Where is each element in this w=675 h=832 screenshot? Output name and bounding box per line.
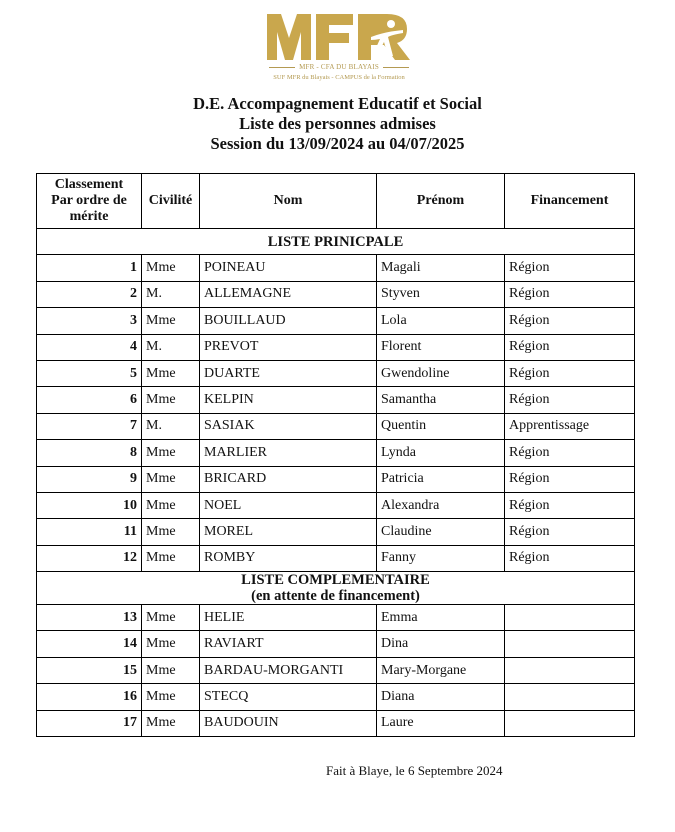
title-line-3: Session du 13/09/2024 au 04/07/2025 [210,134,465,153]
header-civilite: Civilité [142,174,200,229]
section-complementary-row [37,572,635,605]
section-principal-title: LISTE PRINICPALE [37,229,635,255]
prenom-cell: Magali [377,255,505,281]
financement-cell: Région [505,519,635,545]
prenom-cell: Emma [377,605,505,631]
nom-cell: BRICARD [200,466,377,492]
table-row [37,360,635,386]
header-financement: Financement [505,174,635,229]
prenom-cell: Claudine [377,519,505,545]
nom-cell: HELIE [200,605,377,631]
nom-cell: MARLIER [200,440,377,466]
rank-cell: 2 [37,281,142,307]
prenom-cell: Samantha [377,387,505,413]
financement-cell [505,631,635,657]
section-principal-row [37,229,635,255]
rank-cell: 10 [37,492,142,518]
rank-cell: 6 [37,387,142,413]
nom-cell: ROMBY [200,545,377,571]
civilite-cell: Mme [142,466,200,492]
nom-cell: BOUILLAUD [200,308,377,334]
table-row [37,413,635,439]
prenom-cell: Florent [377,334,505,360]
table-row [37,492,635,518]
financement-cell: Région [505,281,635,307]
nom-cell: DUARTE [200,360,377,386]
rank-cell: 8 [37,440,142,466]
financement-cell [505,657,635,683]
nom-cell: STECQ [200,684,377,710]
table-row [37,308,635,334]
prenom-cell: Lola [377,308,505,334]
prenom-cell: Styven [377,281,505,307]
civilite-cell: Mme [142,519,200,545]
nom-cell: NOEL [200,492,377,518]
civilite-cell: Mme [142,657,200,683]
financement-cell: Région [505,492,635,518]
prenom-cell: Alexandra [377,492,505,518]
prenom-cell: Diana [377,684,505,710]
civilite-cell: M. [142,334,200,360]
financement-cell: Région [505,387,635,413]
financement-cell [505,684,635,710]
table-row [37,334,635,360]
header-classement-line1: Classement [54,177,124,192]
rank-cell: 14 [37,631,142,657]
mfr-logo [253,8,425,84]
civilite-cell: Mme [142,545,200,571]
header-classement [37,174,142,229]
title-line-1: D.E. Accompagnement Educatif et Social [193,94,482,113]
header-classement-line2: Par ordre de [51,193,127,208]
nom-cell: SASIAK [200,413,377,439]
table-row [37,466,635,492]
prenom-cell: Gwendoline [377,360,505,386]
document-title [0,94,675,154]
rank-cell: 3 [37,308,142,334]
civilite-cell: Mme [142,605,200,631]
prenom-cell: Quentin [377,413,505,439]
rank-cell: 4 [37,334,142,360]
header-classement-line3: mérite [69,209,109,224]
financement-cell: Région [505,360,635,386]
table-row [37,519,635,545]
table-row [37,657,635,683]
logo-tagline-1: MFR - CFA DU BLAYAIS [253,63,425,71]
nom-cell: MOREL [200,519,377,545]
nom-cell: BAUDOUIN [200,710,377,736]
financement-cell [505,710,635,736]
section-complementary-heading: LISTE COMPLEMENTAIRE [241,572,430,589]
nom-cell: POINEAU [200,255,377,281]
nom-cell: BARDAU-MORGANTI [200,657,377,683]
civilite-cell: Mme [142,308,200,334]
header-prenom: Prénom [377,174,505,229]
civilite-cell: Mme [142,631,200,657]
prenom-cell: Fanny [377,545,505,571]
rank-cell: 11 [37,519,142,545]
financement-cell: Région [505,545,635,571]
mfr-logo-icon [267,12,411,62]
nom-cell: KELPIN [200,387,377,413]
nom-cell: RAVIART [200,631,377,657]
prenom-cell: Mary-Morgane [377,657,505,683]
table-row [37,440,635,466]
civilite-cell: Mme [142,440,200,466]
financement-cell [505,605,635,631]
section-complementary-title [37,572,635,605]
table-row [37,545,635,571]
rank-cell: 5 [37,360,142,386]
table-row [37,710,635,736]
nom-cell: PREVOT [200,334,377,360]
table-row [37,684,635,710]
table-row [37,255,635,281]
title-line-2: Liste des personnes admises [239,114,436,133]
financement-cell: Région [505,334,635,360]
financement-cell: Région [505,466,635,492]
table-row [37,387,635,413]
civilite-cell: Mme [142,255,200,281]
rank-cell: 12 [37,545,142,571]
civilite-cell: M. [142,413,200,439]
rank-cell: 15 [37,657,142,683]
admitted-list-table [36,173,635,737]
financement-cell: Apprentissage [505,413,635,439]
nom-cell: ALLEMAGNE [200,281,377,307]
table-header-row [37,174,635,229]
financement-cell: Région [505,440,635,466]
table-row [37,631,635,657]
rank-cell: 13 [37,605,142,631]
section-complementary-subtitle: (en attente de financement) [251,588,420,605]
civilite-cell: Mme [142,387,200,413]
table-row [37,605,635,631]
rank-cell: 1 [37,255,142,281]
prenom-cell: Patricia [377,466,505,492]
civilite-cell: Mme [142,360,200,386]
prenom-cell: Lynda [377,440,505,466]
rank-cell: 16 [37,684,142,710]
civilite-cell: Mme [142,492,200,518]
prenom-cell: Dina [377,631,505,657]
rank-cell: 7 [37,413,142,439]
table-row [37,281,635,307]
prenom-cell: Laure [377,710,505,736]
logo-tagline-2: SUF MFR du Blayais - CAMPUS de la Formation [273,74,405,81]
civilite-cell: M. [142,281,200,307]
financement-cell: Région [505,255,635,281]
header-nom: Nom [200,174,377,229]
rank-cell: 9 [37,466,142,492]
signature-line: Fait à Blaye, le 6 Septembre 2024 [326,763,503,778]
civilite-cell: Mme [142,710,200,736]
financement-cell: Région [505,308,635,334]
rank-cell: 17 [37,710,142,736]
civilite-cell: Mme [142,684,200,710]
